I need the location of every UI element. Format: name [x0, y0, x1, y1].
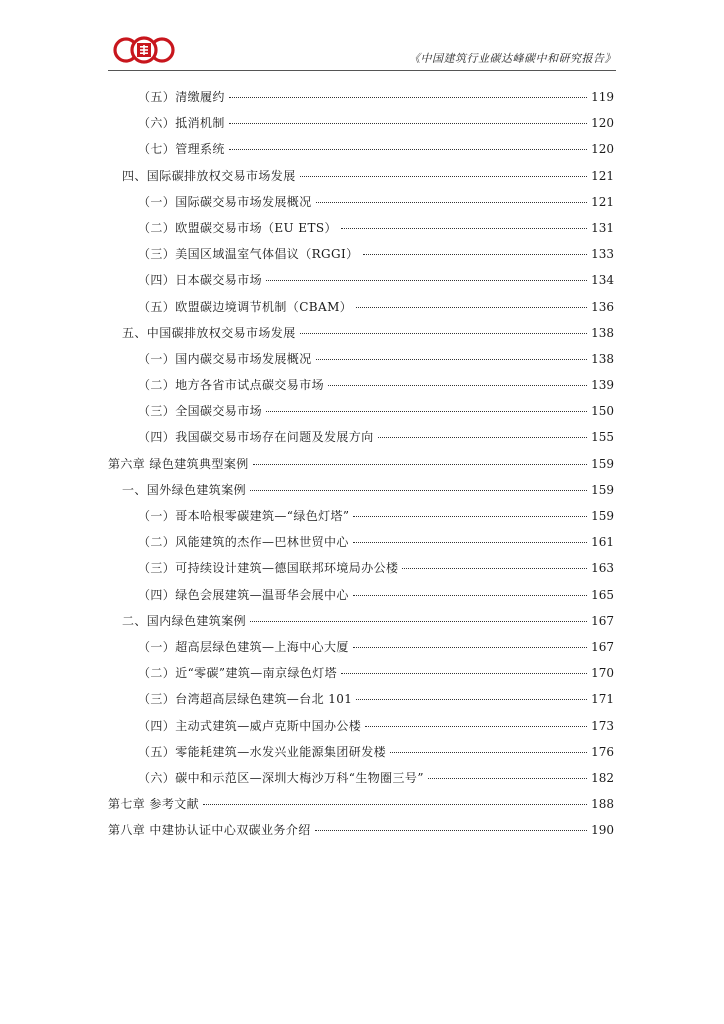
- toc-dot-leader: [341, 673, 587, 674]
- toc-entry-page-number: 188: [591, 797, 614, 812]
- toc-dot-leader: [250, 490, 587, 491]
- page-header: [108, 36, 616, 71]
- toc-dot-leader: [229, 123, 587, 124]
- toc-entry[interactable]: [108, 110, 614, 136]
- toc-entry[interactable]: [108, 346, 614, 372]
- toc-dot-leader: [356, 699, 587, 700]
- toc-entry-label: （五）欧盟碳边境调节机制（CBAM）: [138, 299, 353, 314]
- toc-entry-page-number: 155: [591, 430, 614, 445]
- toc-entry-page-number: 182: [591, 770, 614, 785]
- toc-entry[interactable]: [108, 451, 614, 477]
- toc-entry[interactable]: [108, 739, 614, 765]
- toc-entry-label: （二）风能建筑的杰作—巴林世贸中心: [138, 535, 349, 550]
- toc-entry-label: （四）我国碳交易市场存在问题及发展方向: [138, 430, 374, 445]
- toc-dot-leader: [229, 149, 587, 150]
- toc-entry-label: （六）碳中和示范区—深圳大梅沙万科“生物圈三号”: [138, 770, 424, 785]
- report-title: 《中国建筑行业碳达峰碳中和研究报告》: [409, 52, 616, 65]
- toc-entry-label: （六）抵消机制: [138, 116, 225, 131]
- toc-entry-label: （一）超高层绿色建筑—上海中心大厦: [138, 639, 349, 654]
- toc-entry-page-number: 171: [591, 692, 614, 707]
- toc-dot-leader: [402, 568, 587, 569]
- toc-entry[interactable]: [108, 215, 614, 241]
- toc-dot-leader: [353, 595, 587, 596]
- toc-dot-leader: [378, 437, 587, 438]
- toc-entry-page-number: 139: [591, 378, 614, 393]
- toc-entry[interactable]: [108, 424, 614, 450]
- toc-entry-page-number: 121: [591, 194, 614, 209]
- toc-entry-label: （一）哥本哈根零碳建筑—“绿色灯塔”: [138, 509, 350, 523]
- toc-entry[interactable]: [108, 503, 614, 529]
- toc-entry-page-number: 170: [591, 666, 614, 681]
- toc-dot-leader: [328, 385, 587, 386]
- toc-entry[interactable]: [108, 136, 614, 162]
- toc-dot-leader: [250, 621, 587, 622]
- toc-entry-label: （三）可持续设计建筑—德国联邦环境局办公楼: [138, 561, 399, 576]
- toc-dot-leader: [315, 830, 587, 831]
- toc-dot-leader: [341, 228, 587, 229]
- toc-entry-page-number: 190: [591, 823, 614, 838]
- toc-entry[interactable]: [108, 241, 614, 267]
- toc-entry-page-number: 159: [591, 482, 614, 497]
- toc-dot-leader: [300, 333, 587, 334]
- toc-entry[interactable]: [108, 320, 614, 346]
- toc-dot-leader: [300, 176, 587, 177]
- toc-entry-label: 二、国内绿色建筑案例: [122, 613, 247, 628]
- toc-entry[interactable]: [108, 84, 614, 110]
- toc-entry-label: 第六章 绿色建筑典型案例: [108, 456, 249, 471]
- toc-entry-page-number: 165: [591, 587, 614, 602]
- toc-entry[interactable]: [108, 529, 614, 555]
- toc-entry-page-number: 161: [591, 535, 614, 550]
- toc-entry-label: （二）地方各省市试点碳交易市场: [138, 378, 325, 393]
- toc-entry-label: 第八章 中建协认证中心双碳业务介绍: [108, 823, 311, 838]
- toc-entry[interactable]: [108, 189, 614, 215]
- toc-entry-label: （四）主动式建筑—威卢克斯中国办公楼: [138, 718, 362, 733]
- toc-entry[interactable]: [108, 634, 614, 660]
- toc-entry-label: 四、国际碳排放权交易市场发展: [122, 168, 296, 183]
- toc-entry-page-number: 173: [591, 718, 614, 733]
- toc-dot-leader: [353, 542, 587, 543]
- toc-dot-leader: [253, 464, 587, 465]
- toc-dot-leader: [353, 647, 587, 648]
- toc-entry[interactable]: [108, 582, 614, 608]
- toc-entry-label: （七）管理系统: [138, 142, 225, 157]
- toc-dot-leader: [266, 280, 587, 281]
- table-of-contents: [108, 84, 614, 843]
- toc-entry-page-number: 167: [591, 639, 614, 654]
- toc-entry[interactable]: [108, 398, 614, 424]
- toc-entry-page-number: 120: [591, 142, 614, 157]
- toc-dot-leader: [229, 97, 587, 98]
- toc-entry[interactable]: [108, 555, 614, 581]
- toc-entry-page-number: 136: [591, 299, 614, 314]
- toc-entry[interactable]: [108, 713, 614, 739]
- toc-entry-label: （一）国际碳交易市场发展概况: [138, 194, 312, 209]
- toc-entry-label: （四）日本碳交易市场: [138, 273, 263, 288]
- toc-entry[interactable]: [108, 163, 614, 189]
- toc-entry-page-number: 138: [591, 351, 614, 366]
- toc-dot-leader: [363, 254, 588, 255]
- toc-dot-leader: [356, 307, 587, 308]
- toc-entry[interactable]: [108, 660, 614, 686]
- toc-entry-page-number: 163: [591, 561, 614, 576]
- toc-entry-page-number: 150: [591, 404, 614, 419]
- toc-dot-leader: [428, 778, 587, 779]
- toc-dot-leader: [390, 752, 587, 753]
- toc-entry-label: 五、中国碳排放权交易市场发展: [122, 325, 296, 340]
- company-logo-icon: [112, 36, 176, 64]
- toc-entry[interactable]: [108, 791, 614, 817]
- toc-entry-label: 一、国外绿色建筑案例: [122, 482, 247, 497]
- toc-entry-page-number: 134: [591, 273, 614, 288]
- toc-entry-label: （二）欧盟碳交易市场（EU ETS）: [138, 220, 337, 235]
- toc-entry[interactable]: [108, 686, 614, 712]
- toc-entry[interactable]: [108, 817, 614, 843]
- toc-entry-label: （三）全国碳交易市场: [138, 404, 263, 419]
- toc-dot-leader: [203, 804, 587, 805]
- toc-dot-leader: [316, 359, 587, 360]
- toc-entry-label: （一）国内碳交易市场发展概况: [138, 351, 312, 366]
- toc-entry-label: （四）绿色会展建筑—温哥华会展中心: [138, 587, 349, 602]
- toc-entry-page-number: 133: [591, 247, 614, 262]
- toc-dot-leader: [266, 411, 587, 412]
- toc-entry-page-number: 159: [591, 509, 614, 523]
- toc-entry-label: 第七章 参考文献: [108, 797, 200, 812]
- toc-entry-page-number: 159: [591, 456, 614, 471]
- toc-entry[interactable]: [108, 765, 614, 791]
- toc-entry[interactable]: [108, 372, 614, 398]
- toc-entry-page-number: 119: [591, 90, 614, 104]
- toc-entry-page-number: 167: [591, 613, 614, 628]
- toc-entry[interactable]: [108, 608, 614, 634]
- toc-entry-page-number: 176: [591, 744, 614, 759]
- toc-dot-leader: [365, 726, 587, 727]
- toc-entry-page-number: 121: [591, 168, 614, 183]
- toc-entry-page-number: 131: [591, 220, 614, 235]
- toc-entry-label: （三）台湾超高层绿色建筑—台北 101: [138, 692, 353, 707]
- toc-entry-page-number: 138: [591, 325, 614, 340]
- toc-entry-label: （五）零能耗建筑—水发兴业能源集团研发楼: [138, 744, 387, 759]
- toc-entry[interactable]: [108, 267, 614, 293]
- toc-entry-label: （二）近“零碳”建筑—南京绿色灯塔: [138, 666, 338, 681]
- toc-entry[interactable]: [108, 294, 614, 320]
- toc-dot-leader: [353, 516, 587, 517]
- toc-entry[interactable]: [108, 477, 614, 503]
- toc-dot-leader: [316, 202, 587, 203]
- toc-entry-label: （三）美国区域温室气体倡议（RGGI）: [138, 247, 359, 262]
- toc-entry-page-number: 120: [591, 116, 614, 131]
- toc-entry-label: （五）清缴履约: [138, 90, 225, 104]
